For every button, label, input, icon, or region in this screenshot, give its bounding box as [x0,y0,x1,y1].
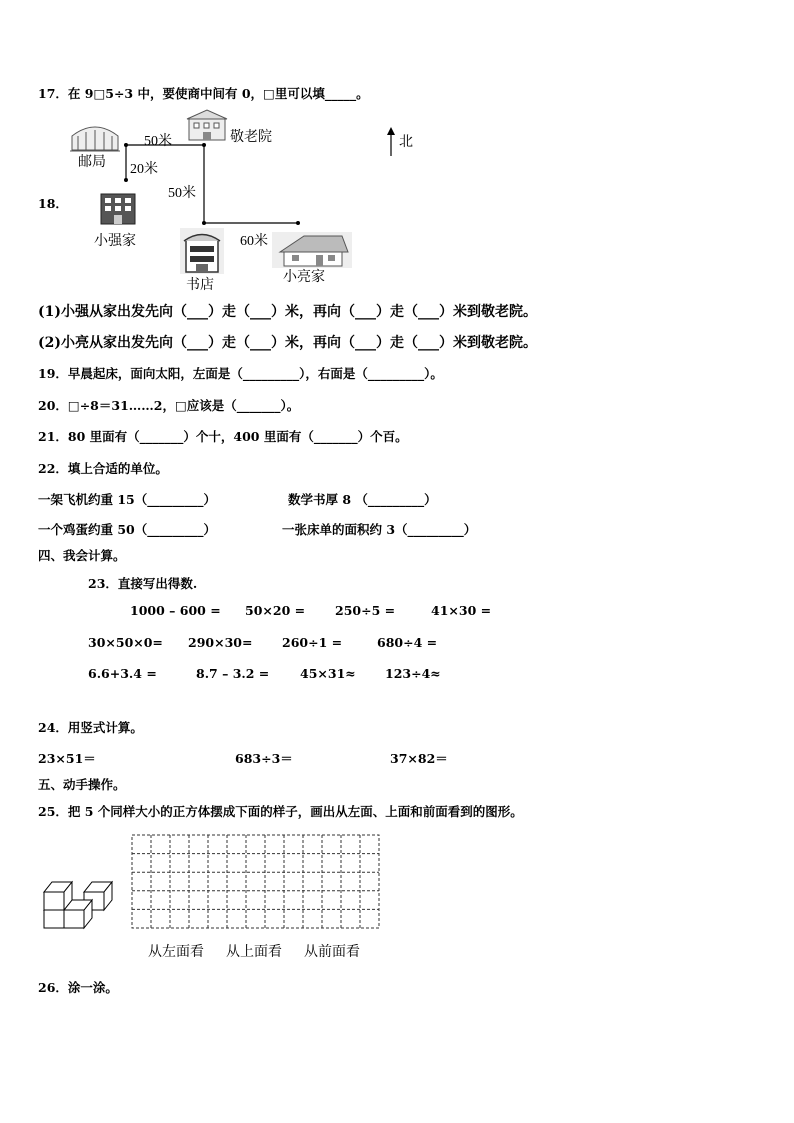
section-4-title: 四、我会计算。 [38,548,126,563]
caption-left-view: 从左面看 [148,945,204,960]
vertical-calc-1: 23×51＝ [38,751,96,766]
route-lines [120,140,305,228]
calc-2-3: 260÷1 = [282,635,343,650]
nursing-home-label: 敬老院 [230,130,272,145]
post-office-label: 邮局 [78,155,106,170]
question-18-part-2: (2)小亮从家出发先向（___）走（___）米，再向（___）走（___）米到敬老院。 [38,335,537,351]
calc-3-3: 45×31≈ [300,666,356,681]
unit-item-bedsheet: 一张床单的面积约 3（_________） [282,522,477,537]
unit-item-math-book: 数学书厚 8 （_________） [288,492,437,507]
question-22-title: 22．填上合适的单位。 [38,461,168,476]
calc-2-1: 30×50×0= [88,635,163,650]
distance-label-50-mid: 50米 [168,186,196,201]
north-label: 北 [399,135,413,150]
distance-label-60: 60米 [240,234,268,249]
question-18-number: 18． [38,196,68,211]
vertical-calc-2: 683÷3＝ [235,751,293,766]
calc-3-1: 6.6+3.4 = [88,666,157,681]
calc-2-2: 290×30= [188,635,253,650]
bookstore-icon [180,228,224,274]
calc-1-1: 1000 – 600 = [130,603,221,618]
nursing-home-icon [186,108,228,142]
question-23-title: 23．直接写出得数. [88,576,198,591]
question-18-part-1: (1)小强从家出发先向（___）走（___）米，再向（___）走（___）米到敬老院。 [38,304,537,320]
cube-arrangement-figure [40,872,116,932]
question-20: 20．□÷8＝31……2，□应该是（_______）。 [38,398,300,413]
distance-label-50-top: 50米 [144,134,172,149]
question-25-title: 25．把 5 个同样大小的正方体摆成下面的样子，画出从左面、上面和前面看到的图形。 [38,804,523,819]
distance-label-20: 20米 [130,162,158,177]
drawing-grid[interactable] [131,834,381,930]
calc-1-4: 41×30 = [431,603,492,618]
question-21: 21．80 里面有（_______）个十，400 里面有（_______）个百。 [38,429,408,444]
calc-3-2: 8.7 – 3.2 = [196,666,270,681]
xiaoqiang-home-label: 小强家 [94,234,136,249]
calc-1-2: 50×20 = [245,603,306,618]
xiaoliang-home-label: 小亮家 [283,270,325,285]
question-19: 19．早晨起床，面向太阳，左面是（_________），右面是（_________）。 [38,366,443,381]
north-arrow-icon [386,127,396,157]
calc-3-4: 123÷4≈ [385,666,441,681]
vertical-calc-3: 37×82＝ [390,751,448,766]
xiaoliang-home-icon [272,232,352,268]
bookstore-label: 书店 [186,278,214,293]
section-5-title: 五、动手操作。 [38,777,126,792]
caption-top-view: 从上面看 [226,945,282,960]
unit-item-egg: 一个鸡蛋约重 50（_________） [38,522,216,537]
post-office-icon [68,120,122,154]
calc-1-3: 250÷5 = [335,603,396,618]
calc-2-4: 680÷4 = [377,635,438,650]
question-26-title: 26．涂一涂。 [38,980,118,995]
caption-front-view: 从前面看 [304,945,360,960]
question-17: 17．在 9□5÷3 中，要使商中间有 0，□里可以填_____。 [38,86,369,101]
xiaoqiang-home-icon [98,190,138,226]
unit-item-airplane: 一架飞机约重 15（_________） [38,492,216,507]
question-24-title: 24．用竖式计算。 [38,720,143,735]
